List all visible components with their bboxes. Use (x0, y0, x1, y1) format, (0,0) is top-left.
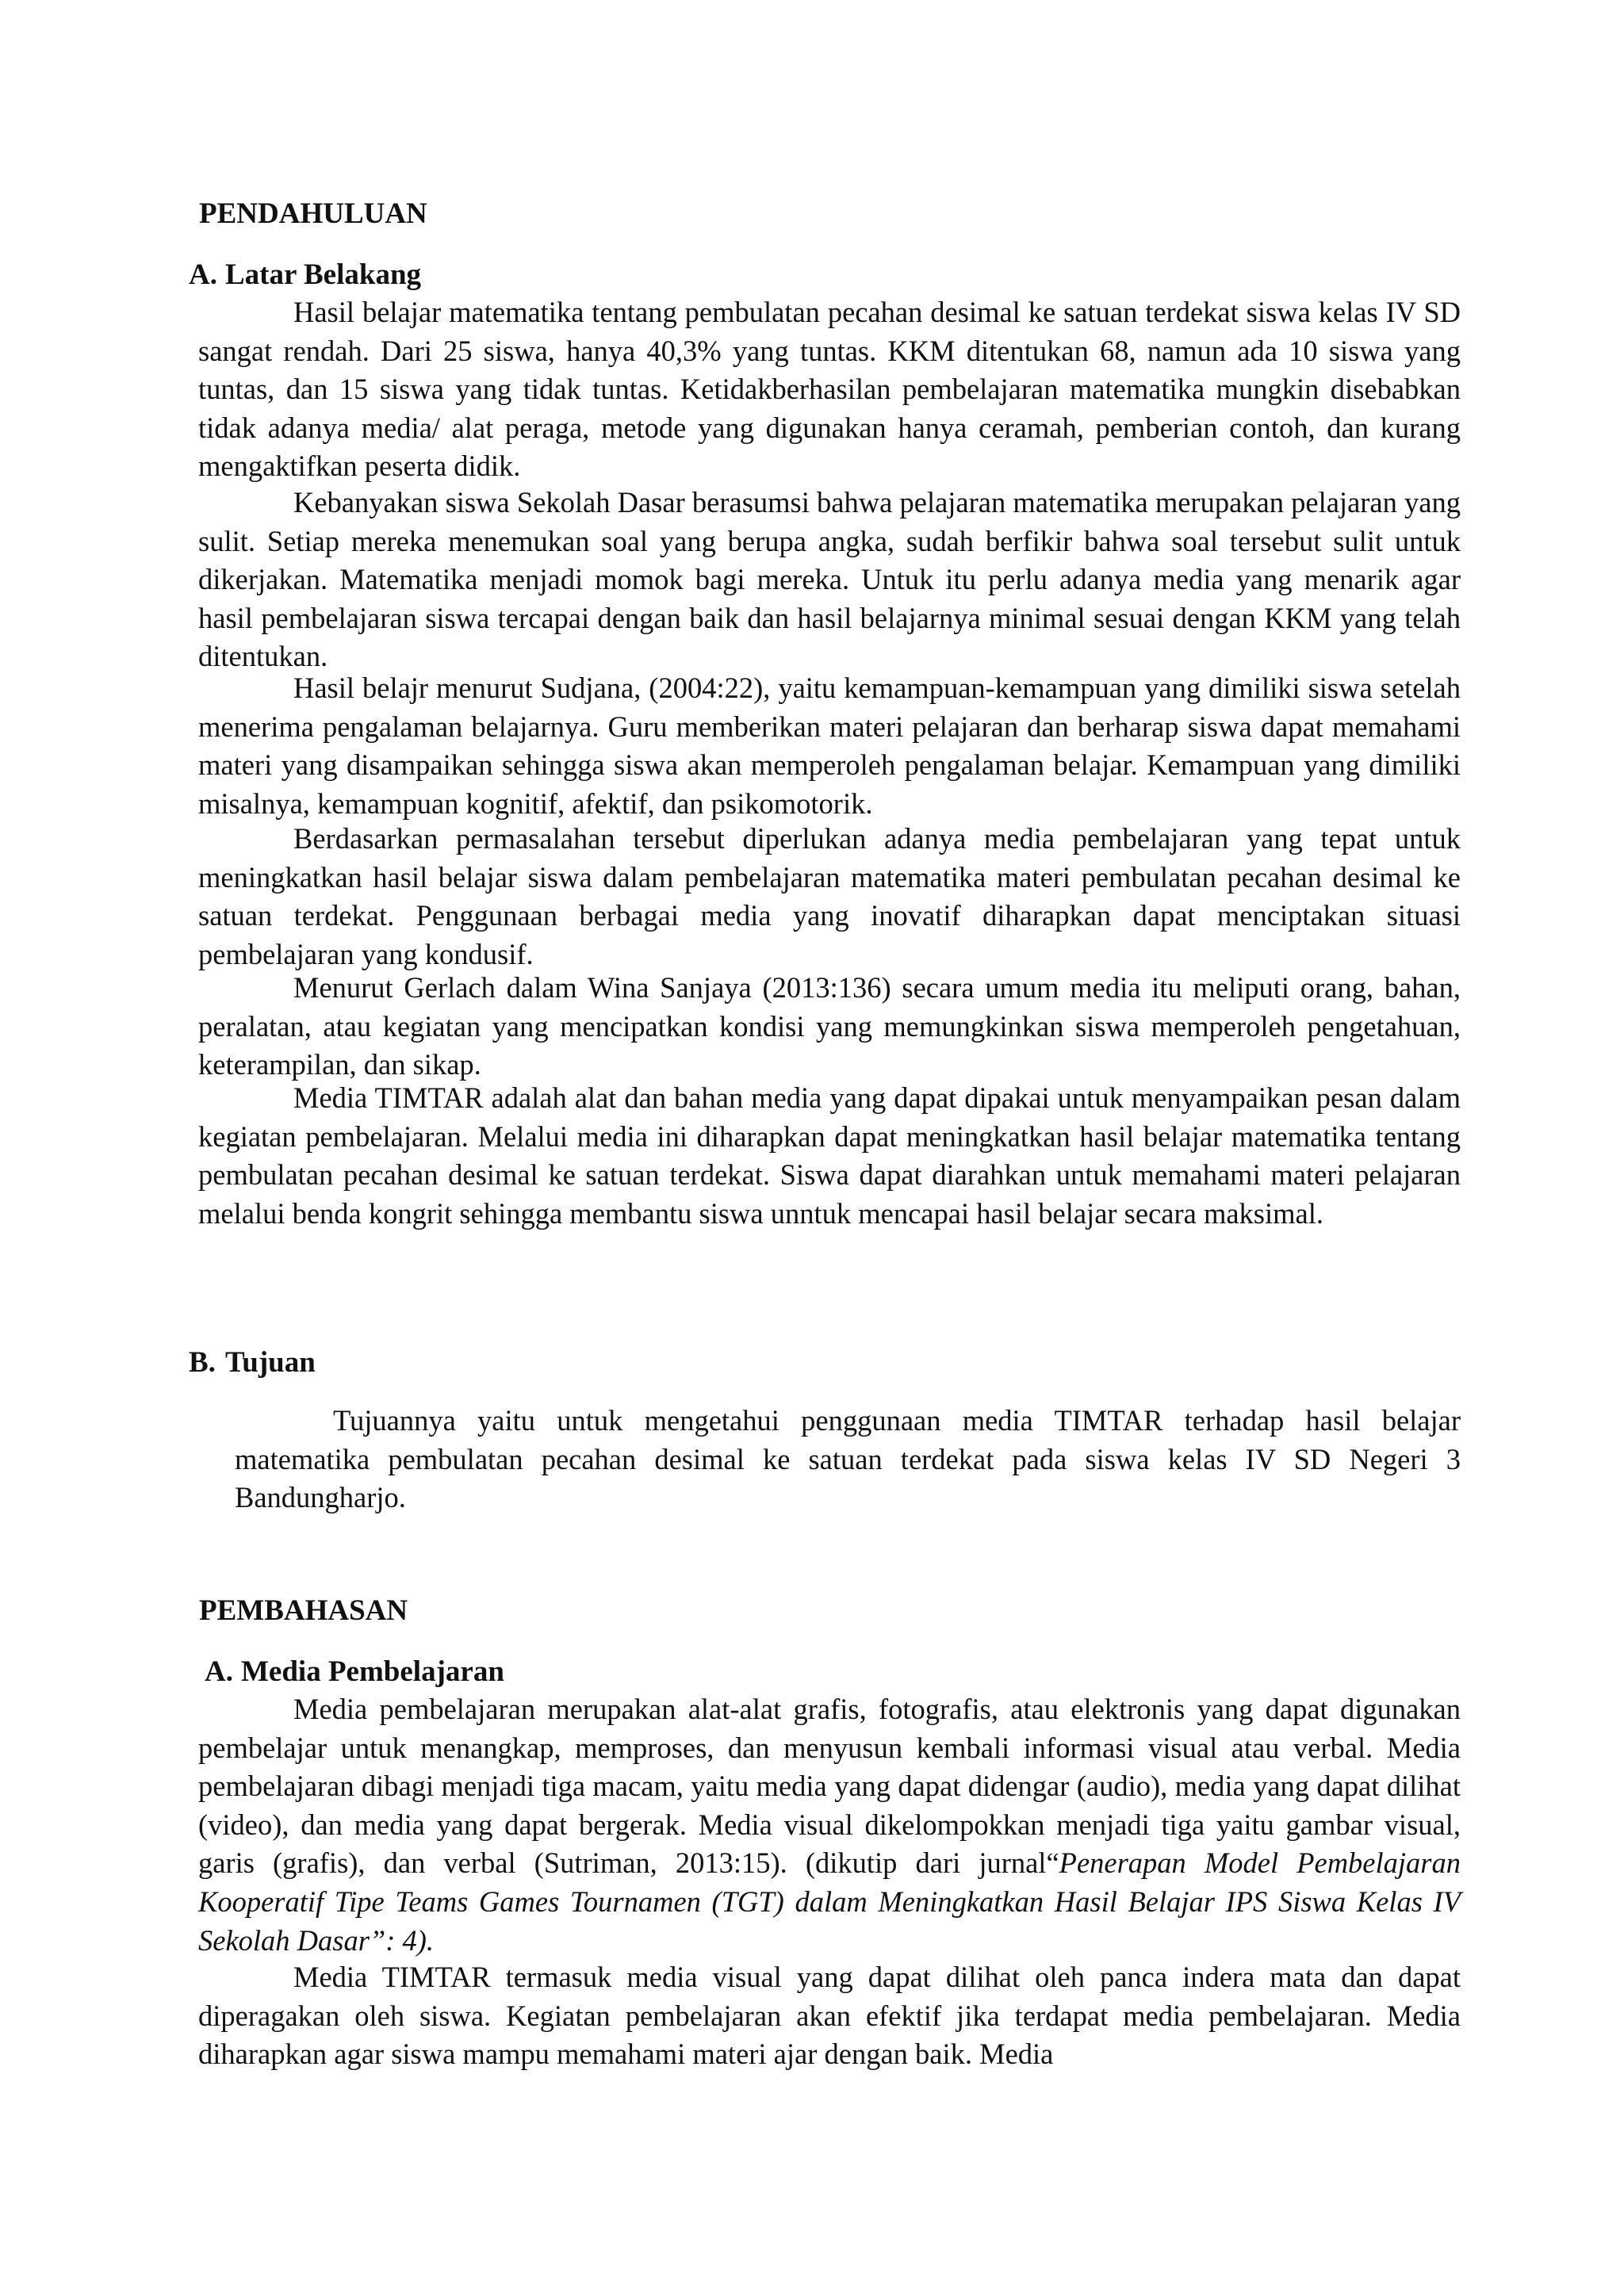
section-title-pendahuluan: PENDAHULUAN (199, 197, 427, 230)
paragraph: Hasil belajr menurut Sudjana, (2004:22), yaitu kemampuan-kemampuan yang dimiliki siswa setelah menerima pengalaman belajarnya. Guru memberikan materi pelajaran dan berharap siswa dapat memahami materi yang disampaikan sehingga siswa akan memperoleh pengalaman belajar. Kemampuan yang dimiliki misalnya, kemampuan kognitif, afektif, dan psikomotorik. (198, 672, 1461, 820)
paragraph: Media TIMTAR adalah alat dan bahan media yang dapat dipakai untuk menyampaikan pesan dalam kegiatan pembelajaran. Melalui media ini diharapkan dapat meningkatkan hasil belajar matematika tentang pembulatan pecahan desimal ke satuan terdekat. Siswa dapat diarahkan untuk memahami materi pelajaran melalui benda kongrit sehingga membantu siswa unntuk mencapai hasil belajar secara maksimal. (198, 1081, 1461, 1230)
paragraph: Berdasarkan permasalahan tersebut diperlukan adanya media pembelajaran yang tepat untuk meningkatkan hasil belajar siswa dalam pembelajaran matematika materi pembulatan pecahan desimal ke satuan terdekat. Penggunaan berbagai media yang inovatif diharapkan dapat menciptakan situasi pembelajaran yang kondusif. (198, 822, 1461, 970)
paragraph (198, 1690, 1461, 1960)
subsection-number: B. (189, 1346, 216, 1379)
paragraph-text: Media pembelajaran merupakan alat-alat grafis, fotografis, atau elektronis yang dapat digunakan pembelajar untuk menangkap, memproses, dan menyusun kembali informasi visual atau verbal. Media pembelajaran dibagi menjadi tiga macam, yaitu media yang dapat didengar (audio), media yang dapat dilihat (video), dan media yang dapat bergerak. Media visual dikelompokkan menjadi tiga yaitu gambar visual, garis (grafis), dan verbal (Sutriman, 2013:15). (dikutip dari jurnal“ (198, 1693, 1461, 1880)
journal-title-italic: Penerapan Model Pembelajaran Kooperatif Tipe Teams Games Tournamen (TGT) dalam Meningkatkan Hasil Belajar IPS Siswa Kelas IV Sekolah Dasar”: 4). (198, 1846, 1461, 1957)
subsection-title-latar-belakang (189, 260, 421, 289)
subsection-number: A. (189, 258, 217, 291)
paragraph: Tujuannya yaitu untuk mengetahui penggunaan media TIMTAR terhadap hasil belajar matematika pembulatan pecahan desimal ke satuan terdekat pada siswa kelas IV SD Negeri 3 Bandungharjo. (235, 1404, 1461, 1514)
subsection-label: Latar Belakang (225, 258, 422, 291)
subsection-label: Tujuan (225, 1346, 316, 1379)
paragraph: Menurut Gerlach dalam Wina Sanjaya (2013:136) secara umum media itu meliputi orang, bahan, peralatan, atau kegiatan yang mencipatkan kondisi yang memungkinkan siswa memperoleh pengetahuan, keterampilan, dan sikap. (198, 971, 1461, 1081)
paragraph: Media TIMTAR termasuk media visual yang dapat dilihat oleh panca indera mata dan dapat diperagakan oleh siswa. Kegiatan pembelajaran akan efektif jika terdapat media pembelajaran. Media diharapkan agar siswa mampu memahami materi ajar dengan baik. Media (198, 1961, 1461, 2071)
subsection-title-media-pembelajaran (205, 1657, 504, 1686)
subsection-number: A. (205, 1655, 233, 1688)
section-title-pembahasan: PEMBAHASAN (199, 1594, 408, 1627)
subsection-label: Media Pembelajaran (241, 1655, 504, 1688)
subsection-title-tujuan (189, 1348, 316, 1377)
paragraph: Kebanyakan siswa Sekolah Dasar berasumsi bahwa pelajaran matematika merupakan pelajaran yang sulit. Setiap mereka menemukan soal yang berupa angka, sudah berfikir bahwa soal tersebut sulit untuk dikerjakan. Matematika menjadi momok bagi mereka. Untuk itu perlu adanya media yang menarik agar hasil pembelajaran siswa tercapai dengan baik dan hasil belajarnya minimal sesuai dengan KKM yang telah ditentukan. (198, 486, 1461, 673)
paragraph: Hasil belajar matematika tentang pembulatan pecahan desimal ke satuan terdekat siswa kelas IV SD sangat rendah. Dari 25 siswa, hanya 40,3% yang tuntas. KKM ditentukan 68, namun ada 10 siswa yang tuntas, dan 15 siswa yang tidak tuntas. Ketidakberhasilan pembelajaran matematika mungkin disebabkan tidak adanya media/ alat peraga, metode yang digunakan hanya ceramah, pemberian contoh, dan kurang mengaktifkan peserta didik. (198, 296, 1461, 483)
